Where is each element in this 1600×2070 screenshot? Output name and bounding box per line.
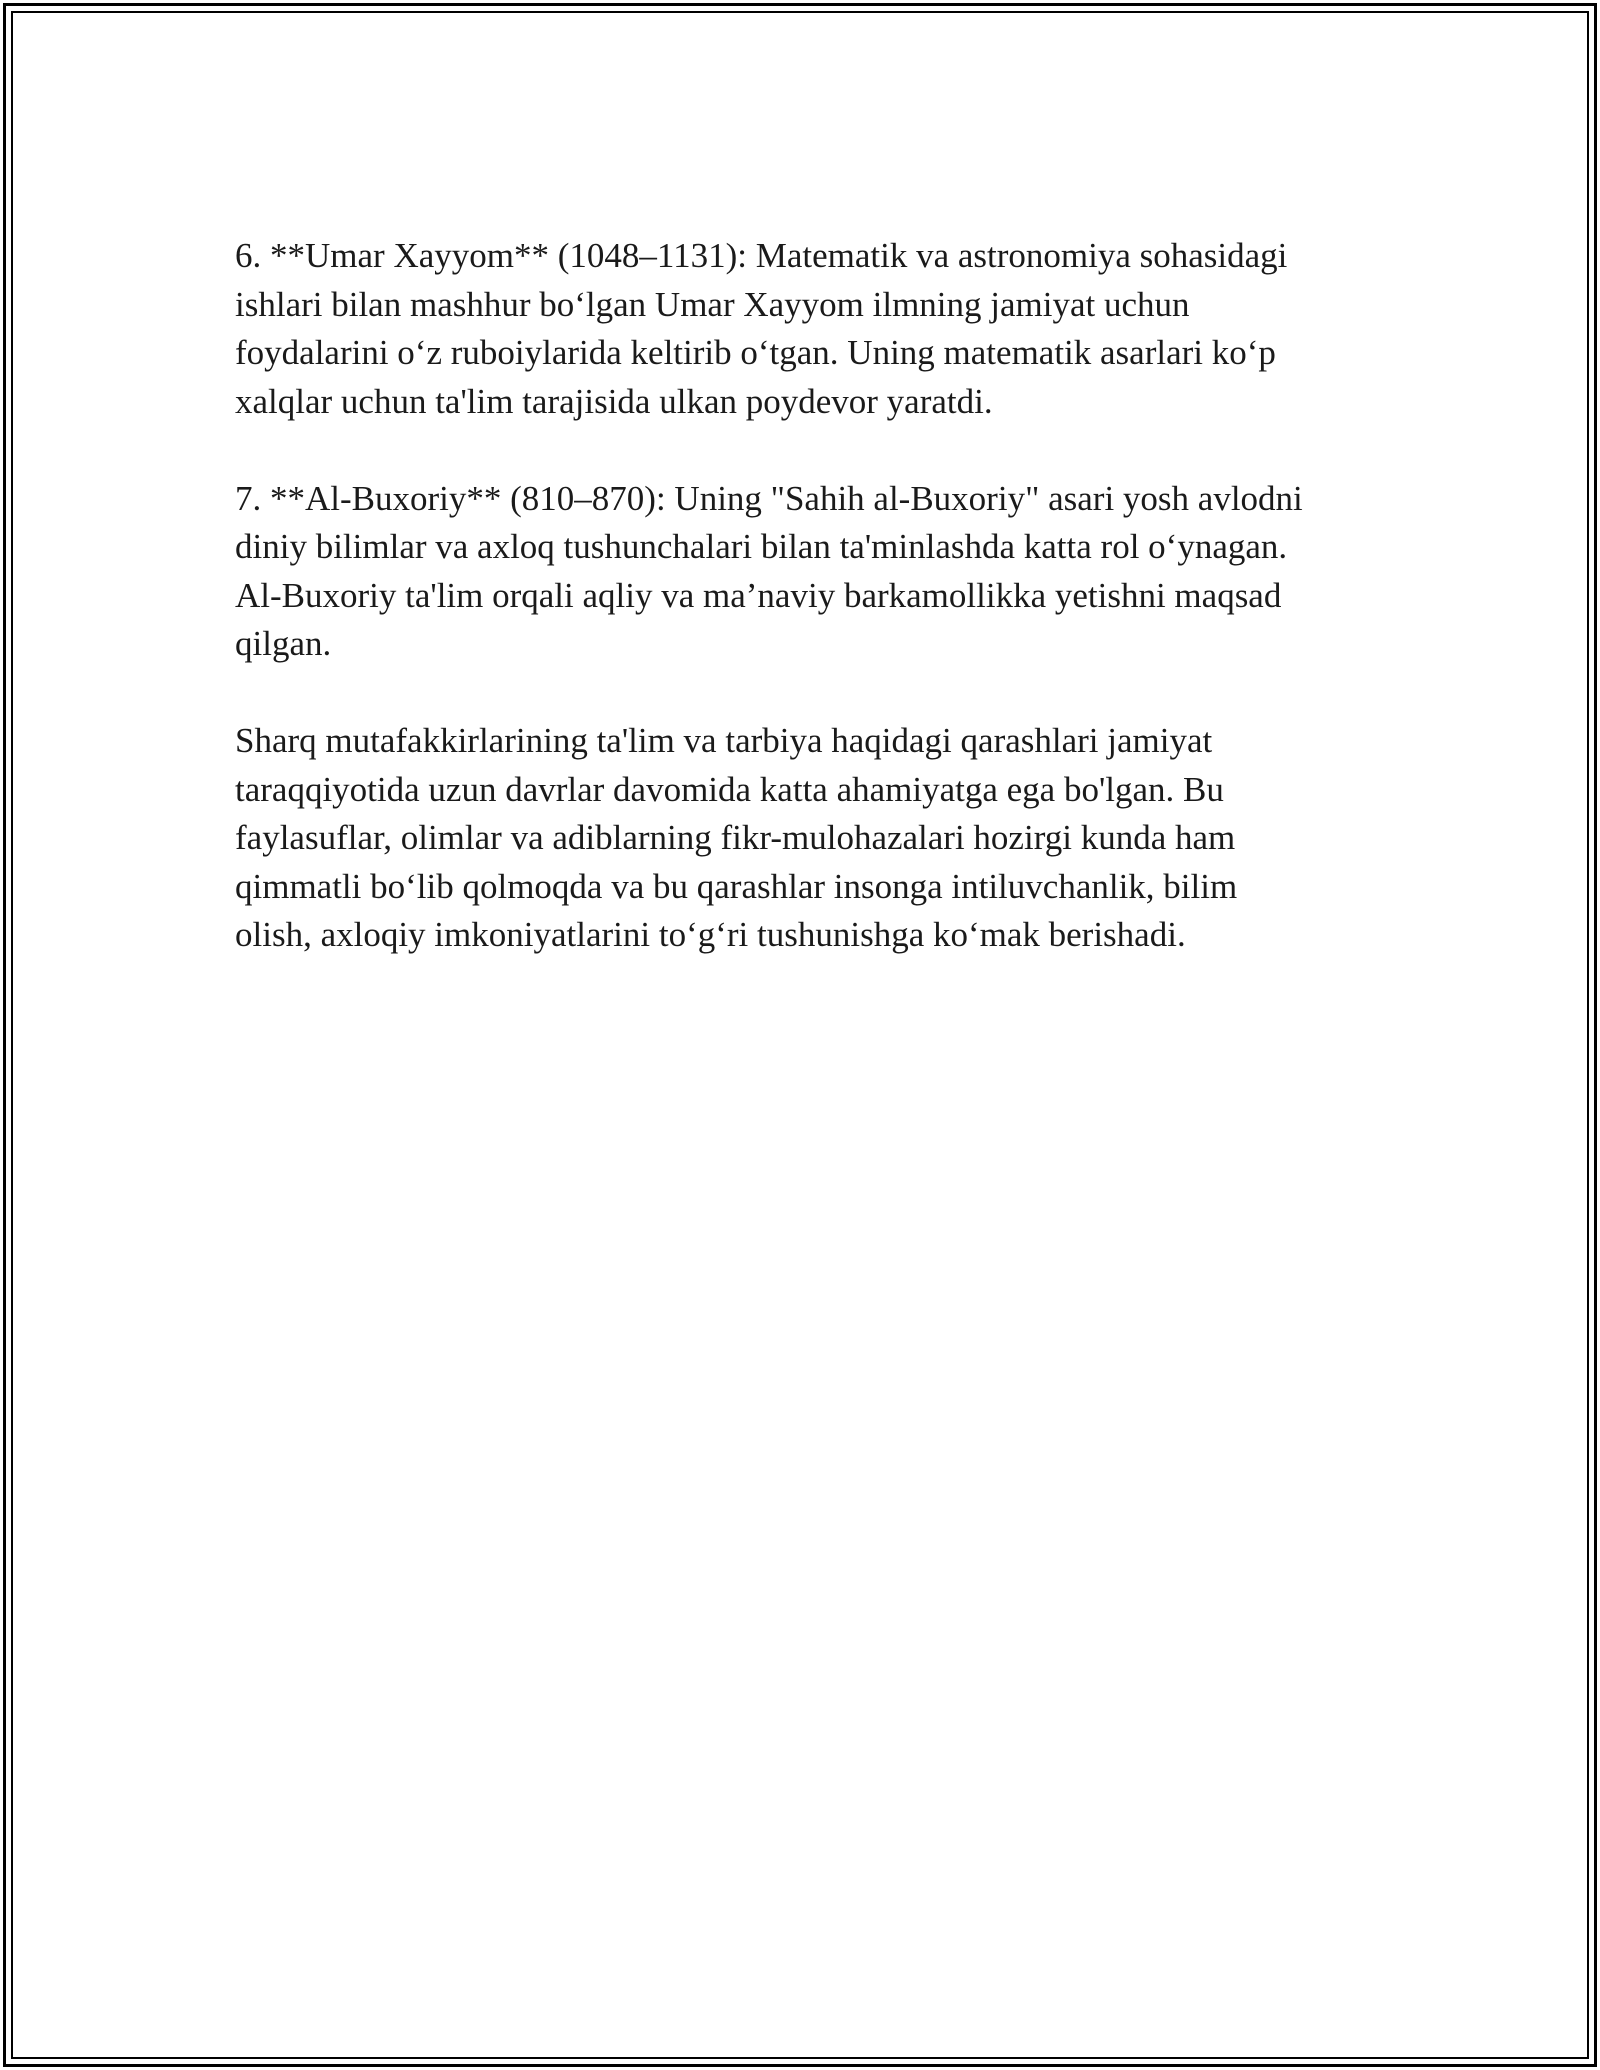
text-line: xalqlar uchun ta'lim tarajisida ulkan poydevor yaratdi. (235, 381, 993, 421)
document-body (235, 232, 1365, 1008)
text-line: 6. **Umar Xayyom** (1048–1131): Matematik va astronomiya sohasidagi (235, 236, 1288, 275)
text-line: Al-Buxoriy ta'lim orqali aqliy va ma’naviy barkamollikka yetishni maqsad (235, 575, 1282, 615)
text-line: Sharq mutafakkirlarining ta'lim va tarbiya haqidagi qarashlari jamiyat (235, 721, 1213, 760)
text-line: foydalarini o‘z ruboiylarida keltirib o‘tgan. Uning matematik asarlari ko‘p (235, 333, 1276, 372)
text-line: 7. **Al-Buxoriy** (810–870): Uning "Sahih al-Buxoriy" asari yosh avlodni (235, 478, 1303, 518)
paragraph-al-buxoriy (235, 475, 1365, 669)
text-line: faylasuflar, olimlar va adiblarning fikr-mulohazalari hozirgi kunda ham (235, 818, 1236, 857)
paragraph-umar-xayyom (235, 232, 1365, 426)
text-line: olish, axloqiy imkoniyatlarini to‘g‘ri tushunishga ko‘mak berishadi. (235, 915, 1186, 954)
text-line: taraqqiyotida uzun davrlar davomida katta ahamiyatga ega bo'lgan. Bu (235, 769, 1224, 809)
text-line: ishlari bilan mashhur bo‘lgan Umar Xayyom ilmning jamiyat uchun (235, 284, 1190, 324)
text-line: diniy bilimlar va axloq tushunchalari bilan ta'minlashda katta rol o‘ynagan. (235, 527, 1288, 566)
text-line: qilgan. (235, 624, 332, 663)
paragraph-conclusion (235, 717, 1365, 960)
text-line: qimmatli bo‘lib qolmoqda va bu qarashlar insonga intiluvchanlik, bilim (235, 866, 1238, 906)
